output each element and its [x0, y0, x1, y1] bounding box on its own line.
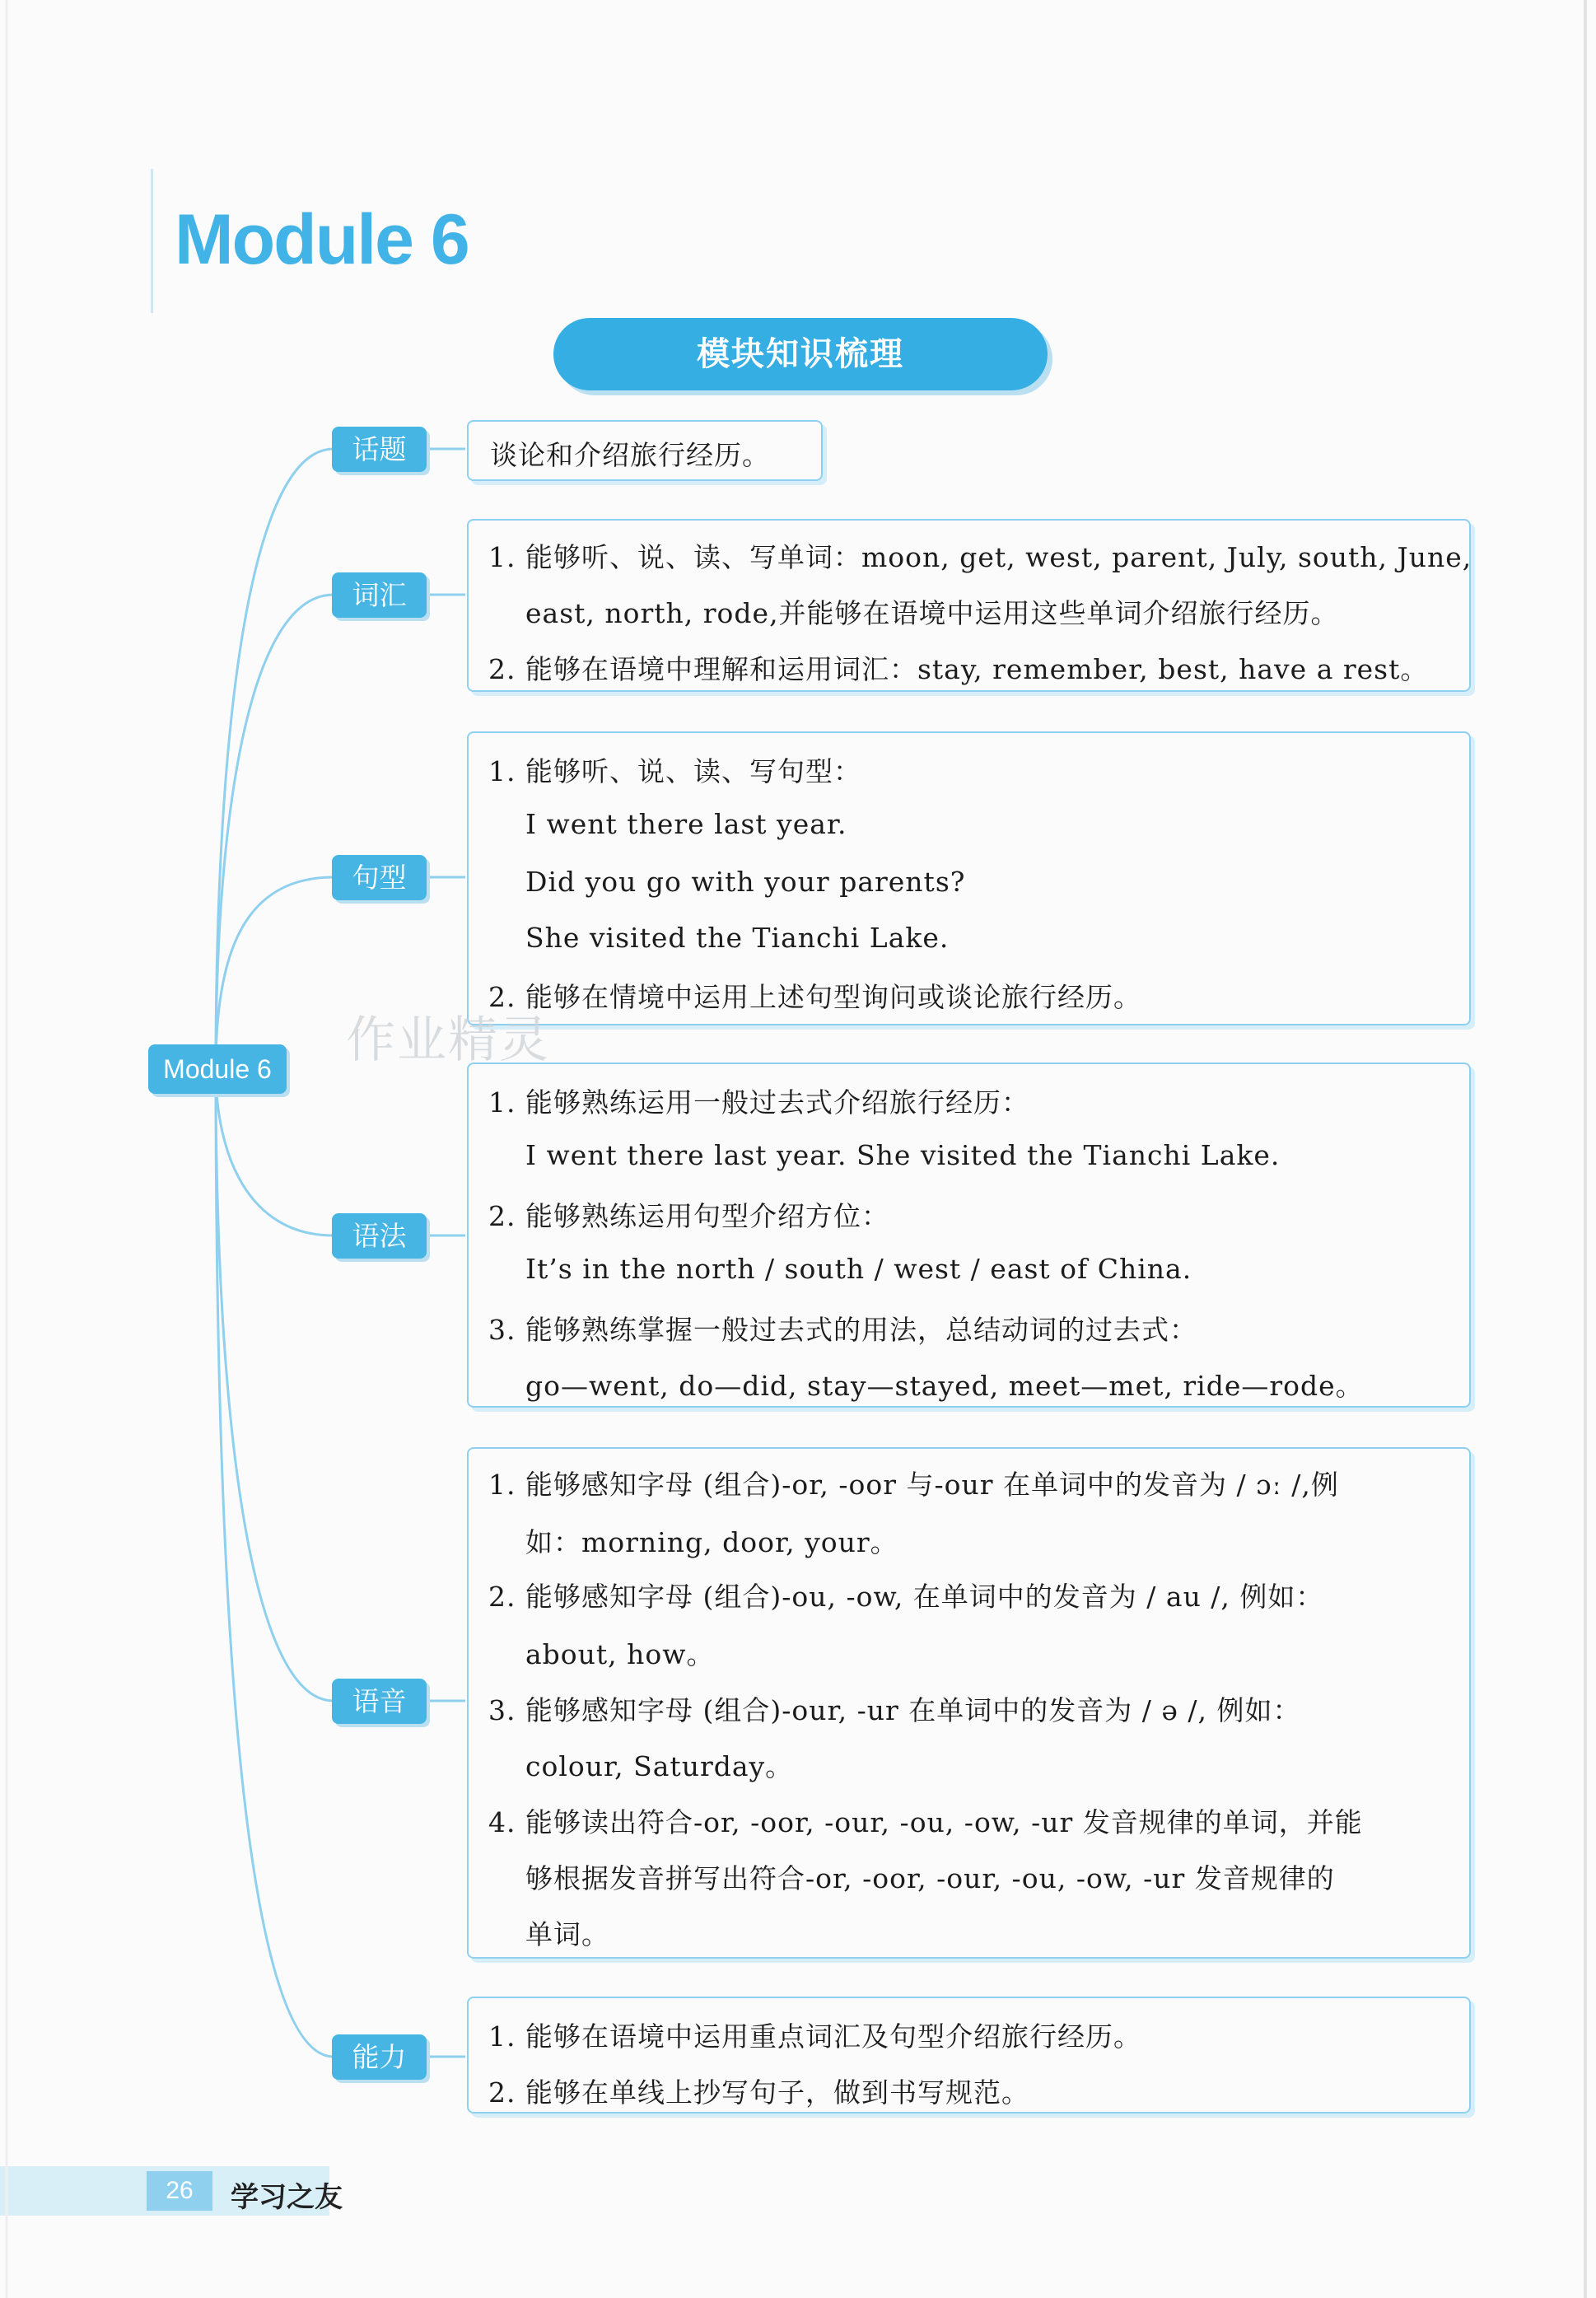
vocab-line-1: 1. 能够听、说、读、写单词：moon, get, west, parent, July, south, June, [488, 541, 1472, 573]
connector-ability [216, 1069, 334, 2057]
sentence-line-1: 1. 能够听、说、读、写句型： [488, 755, 861, 787]
tag-phonics: 语音 [332, 1679, 427, 1724]
phonics-line-9: 单词。 [525, 1918, 609, 1950]
phonics-line-1: 1. 能够感知字母 (组合)-or, -oor 与-our 在单词中的发音为 / ɔː /,例 [488, 1469, 1339, 1501]
book-name: 学习之友 [231, 2181, 343, 2214]
phonics-line-5: 3. 能够感知字母 (组合)-our, -ur 在单词中的发音为 / ə /, 例如： [488, 1694, 1301, 1726]
grammar-line-5: 3. 能够熟练掌握一般过去式的用法，总结动词的过去式： [488, 1314, 1197, 1346]
grammar-line-4: It’s in the north / south / west / east of China. [525, 1253, 1192, 1285]
module-title: Module 6 [175, 200, 469, 279]
sentence-line-4: She visited the Tianchi Lake. [525, 922, 950, 954]
tag-vocabulary: 词汇 [332, 572, 427, 618]
grammar-line-6: go—went, do—did, stay—stayed, meet—met, ride—rode。 [525, 1370, 1364, 1402]
mindmap-root: Module 6 [148, 1044, 287, 1094]
sentence-line-5: 2. 能够在情境中运用上述句型询问或谈论旅行经历。 [488, 981, 1141, 1013]
ability-line-2: 2. 能够在单线上抄写句子，做到书写规范。 [488, 2076, 1029, 2109]
grammar-line-3: 2. 能够熟练运用句型介绍方位： [488, 1200, 889, 1232]
tag-grammar: 语法 [332, 1213, 427, 1259]
section-banner: 模块知识梳理 [553, 318, 1048, 390]
connector-vocab [216, 595, 334, 1069]
vocab-line-3: 2. 能够在语境中理解和运用词汇：stay, remember, best, have a rest。 [488, 653, 1429, 685]
grammar-line-2: I went there last year. She visited the Tianchi Lake. [525, 1139, 1281, 1171]
vocab-line-2: east, north, rode,并能够在语境中运用这些单词介绍旅行经历。 [525, 597, 1339, 629]
phonics-line-8: 够根据发音拼写出符合-or, -oor, -our, -ou, -ow, -ur 发音规律的 [525, 1862, 1335, 1894]
sentence-line-2: I went there last year. [525, 808, 847, 840]
tag-ability: 能力 [332, 2034, 427, 2080]
phonics-line-2: 如：morning, door, your。 [525, 1526, 898, 1558]
sentence-line-3: Did you go with your parents? [525, 866, 966, 898]
phonics-line-7: 4. 能够读出符合-or, -oor, -our, -ou, -ow, -ur 发音规律的单词，并能 [488, 1806, 1363, 1838]
connector-topic [216, 449, 334, 1069]
phonics-line-6: colour, Saturday。 [525, 1750, 794, 1782]
phonics-line-4: about, how。 [525, 1638, 715, 1670]
connector-grammar [216, 1069, 334, 1235]
tag-sentence: 句型 [332, 855, 427, 900]
tag-topic: 话题 [332, 427, 427, 472]
phonics-line-3: 2. 能够感知字母 (组合)-ou, -ow, 在单词中的发音为 / au /, 例如： [488, 1581, 1324, 1613]
connector-sentence [216, 877, 334, 1069]
watermark: 作业精灵 [346, 1011, 550, 1069]
grammar-line-1: 1. 能够熟练运用一般过去式介绍旅行经历： [488, 1086, 1029, 1119]
ability-line-1: 1. 能够在语境中运用重点词汇及句型介绍旅行经历。 [488, 2020, 1141, 2053]
topic-line-1: 谈论和介绍旅行经历。 [490, 439, 770, 471]
page-number: 26 [147, 2171, 212, 2211]
